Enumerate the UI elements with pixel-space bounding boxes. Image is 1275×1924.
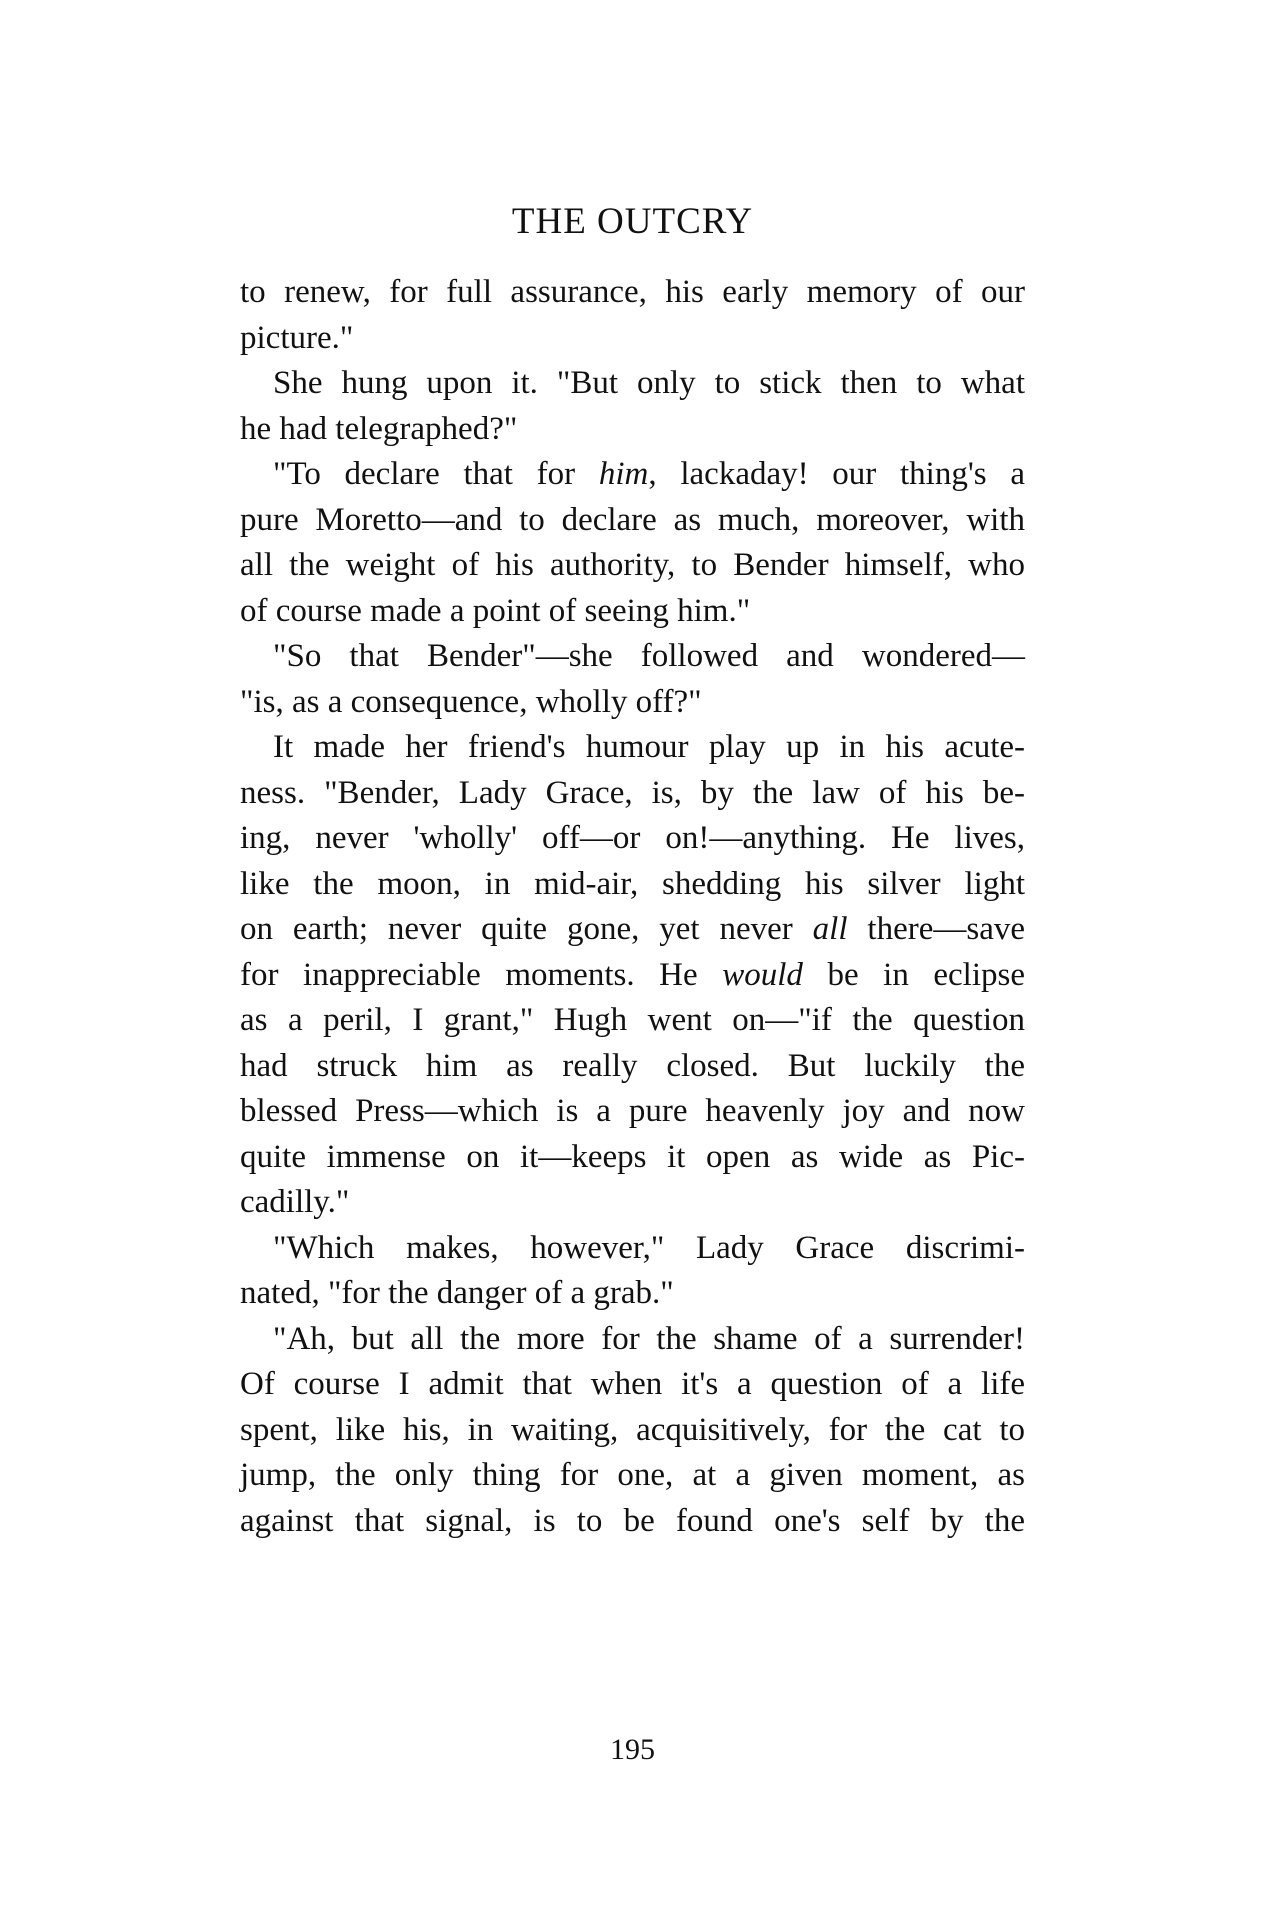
text-line: It made her friend's humour play up in his acute- bbox=[273, 729, 1025, 765]
text-line: "Ah, but all the more for the shame of a surrender! bbox=[273, 1320, 1025, 1357]
paragraph bbox=[240, 725, 1025, 1226]
text-line: against that signal, is to be found one's self by the bbox=[240, 1502, 1025, 1539]
running-head: THE OUTCRY bbox=[511, 201, 754, 242]
text-line: jump, the only thing for one, at a given moment, as bbox=[240, 1457, 1025, 1493]
text-line: nated, "for the danger of a grab." bbox=[240, 1275, 674, 1311]
text-line: for inappreciable moments. He would be in eclipse bbox=[240, 956, 1025, 993]
paragraph bbox=[240, 634, 1025, 725]
text-line: quite immense on it—keeps it open as wide as Pic- bbox=[240, 1138, 1025, 1175]
text-line: on earth; never quite gone, yet never all there—save bbox=[240, 911, 1025, 947]
paragraph bbox=[240, 1226, 1025, 1317]
text-line: "is, as a consequence, wholly off?" bbox=[240, 683, 702, 720]
paragraph bbox=[240, 452, 1025, 634]
text-line: ness. "Bender, Lady Grace, is, by the law of his be- bbox=[240, 774, 1025, 811]
text-line: he had telegraphed?" bbox=[240, 410, 518, 447]
text-line: ing, never 'wholly' off—or on!—anything. He lives, bbox=[240, 820, 1025, 856]
text-line: as a peril, I grant," Hugh went on—"if the question bbox=[240, 1002, 1025, 1038]
text-line: "So that Bender"—she followed and wondered— bbox=[273, 638, 1025, 674]
emphasis: all bbox=[812, 911, 848, 947]
text-line: spent, like his, in waiting, acquisitively, for the cat to bbox=[240, 1411, 1025, 1448]
text-line: "To declare that for him, lackaday! our thing's a bbox=[273, 456, 1025, 492]
text-line: blessed Press—which is a pure heavenly joy and now bbox=[240, 1093, 1025, 1129]
text-line: of course made a point of seeing him." bbox=[240, 592, 751, 629]
text-line: to renew, for full assurance, his early memory of our bbox=[240, 274, 1025, 310]
emphasis: him bbox=[598, 456, 649, 492]
paragraph bbox=[240, 1317, 1025, 1545]
body-text bbox=[240, 270, 1025, 1544]
text-line: Of course I admit that when it's a question of a life bbox=[240, 1366, 1025, 1402]
page-number: 195 bbox=[610, 1733, 655, 1766]
emphasis: would bbox=[722, 956, 803, 993]
text-line: pure Moretto—and to declare as much, moreover, with bbox=[240, 501, 1025, 538]
text-line: picture." bbox=[240, 319, 354, 356]
paragraph bbox=[240, 270, 1025, 361]
text-line: "Which makes, however," Lady Grace discrimi- bbox=[273, 1229, 1025, 1266]
paragraph bbox=[240, 361, 1025, 452]
text-line: cadilly." bbox=[240, 1184, 350, 1220]
text-line: She hung upon it. "But only to stick then to what bbox=[273, 365, 1025, 401]
book-page bbox=[240, 0, 1025, 1924]
text-line: like the moon, in mid-air, shedding his silver light bbox=[240, 865, 1025, 902]
text-line: had struck him as really closed. But luckily the bbox=[240, 1047, 1025, 1084]
text-line: all the weight of his authority, to Bender himself, who bbox=[240, 547, 1025, 583]
